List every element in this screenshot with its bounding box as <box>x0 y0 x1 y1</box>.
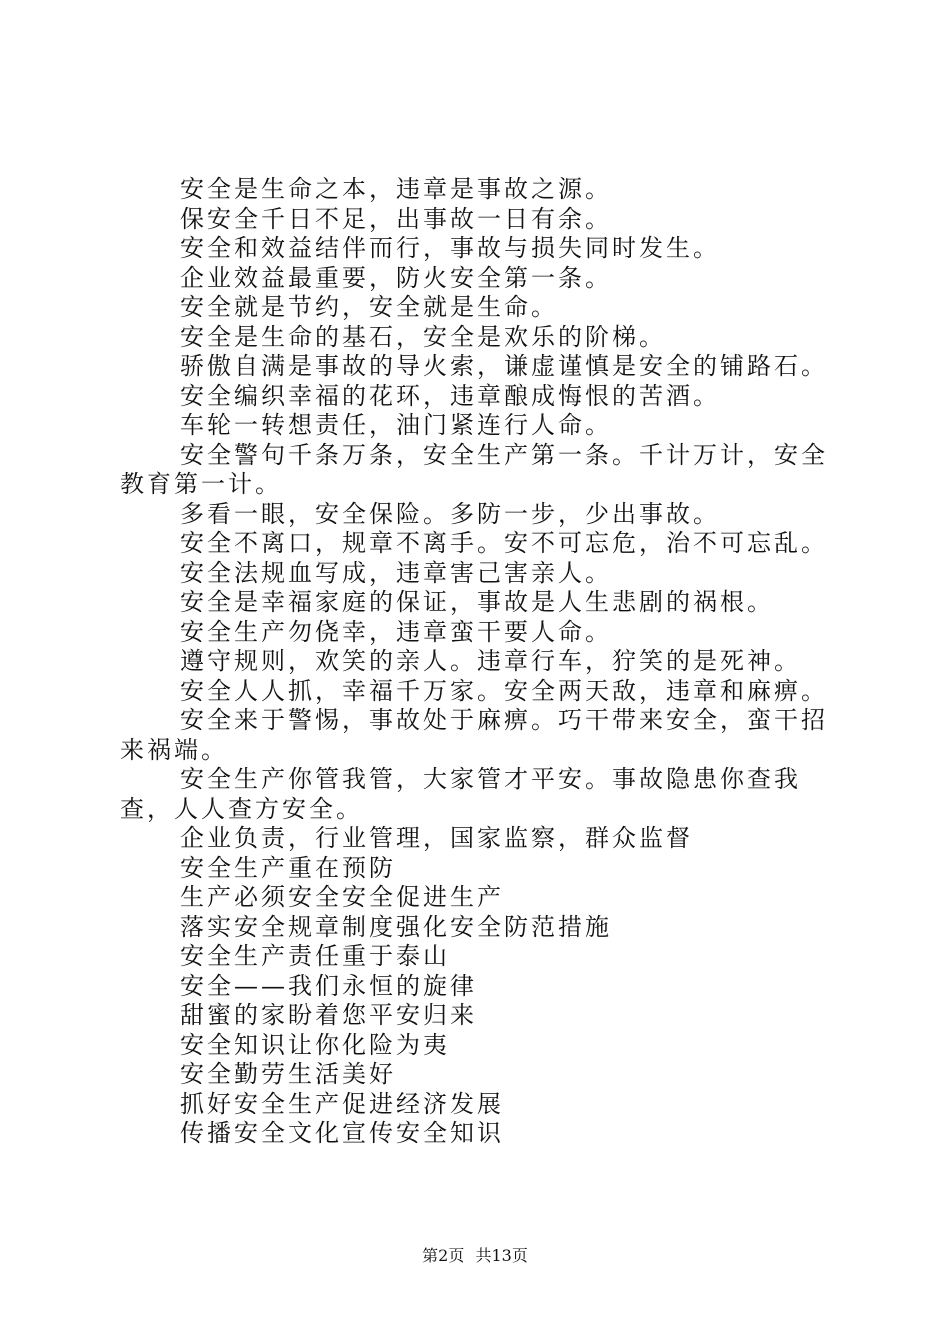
text-line: 传播安全文化宣传安全知识 <box>180 1119 504 1147</box>
text-line: 车轮一转想责任，油门紧连行人命。 <box>180 411 612 439</box>
text-line: 安全是幸福家庭的保证，事故是人生悲剧的祸根。 <box>180 588 774 616</box>
text-line: 抓好安全生产促进经济发展 <box>180 1089 504 1118</box>
text-line: 安全是生命之本，违章是事故之源。 <box>180 175 612 203</box>
text-line: 安全勤劳生活美好 <box>180 1060 396 1088</box>
page-total: 共13页 <box>475 1246 528 1265</box>
text-line: 遵守规则，欢笑的亲人。违章行车，狞笑的是死神。 <box>180 647 801 675</box>
text-line: 安全不离口，规章不离手。安不可忘危，治不可忘乱。 <box>180 529 828 557</box>
text-line: 安全来于警惕，事故处于麻痹。巧干带来安全，蛮干招来祸端。 <box>120 706 828 764</box>
text-line: 安全法规血写成，违章害己害亲人。 <box>180 558 612 587</box>
text-line: 安全生产责任重于泰山 <box>180 942 450 970</box>
text-line: 保安全千日不足，出事故一日有余。 <box>180 204 612 233</box>
text-line: 安全和效益结伴而行，事故与损失同时发生。 <box>180 234 720 262</box>
text-line: 企业效益最重要，防火安全第一条。 <box>180 263 612 292</box>
text-line: 安全生产重在预防 <box>180 853 396 882</box>
text-line: 安全警句千条万条，安全生产第一条。千计万计，安全教育第一计。 <box>120 440 828 498</box>
text-line: 多看一眼，安全保险。多防一步，少出事故。 <box>180 499 720 528</box>
text-line: 安全知识让你化险为夷 <box>180 1030 450 1059</box>
document-body <box>120 175 835 1149</box>
page-footer <box>0 1246 950 1266</box>
text-line: 安全就是节约，安全就是生命。 <box>180 293 558 321</box>
text-line: 安全——我们永恒的旋律 <box>180 971 477 1000</box>
text-line: 甜蜜的家盼着您平安归来 <box>180 1001 477 1029</box>
text-line: 生产必须安全安全促进生产 <box>180 883 504 911</box>
text-line: 企业负责，行业管理，国家监察，群众监督 <box>180 824 693 852</box>
text-line: 安全生产你管我管，大家管才平安。事故隐患你查我查，人人查方安全。 <box>120 765 801 823</box>
text-line: 安全编织幸福的花环，违章酿成悔恨的苦酒。 <box>180 381 720 410</box>
page-number: 第2页 <box>422 1246 465 1265</box>
text-line: 落实安全规章制度强化安全防范措施 <box>180 912 612 941</box>
text-line: 安全人人抓，幸福千万家。安全两天敌，违章和麻痹。 <box>180 676 828 705</box>
text-line: 安全是生命的基石，安全是欢乐的阶梯。 <box>180 322 666 351</box>
text-line: 骄傲自满是事故的导火索，谦虚谨慎是安全的铺路石。 <box>180 352 828 380</box>
text-line: 安全生产勿侥幸，违章蛮干要人命。 <box>180 617 612 646</box>
